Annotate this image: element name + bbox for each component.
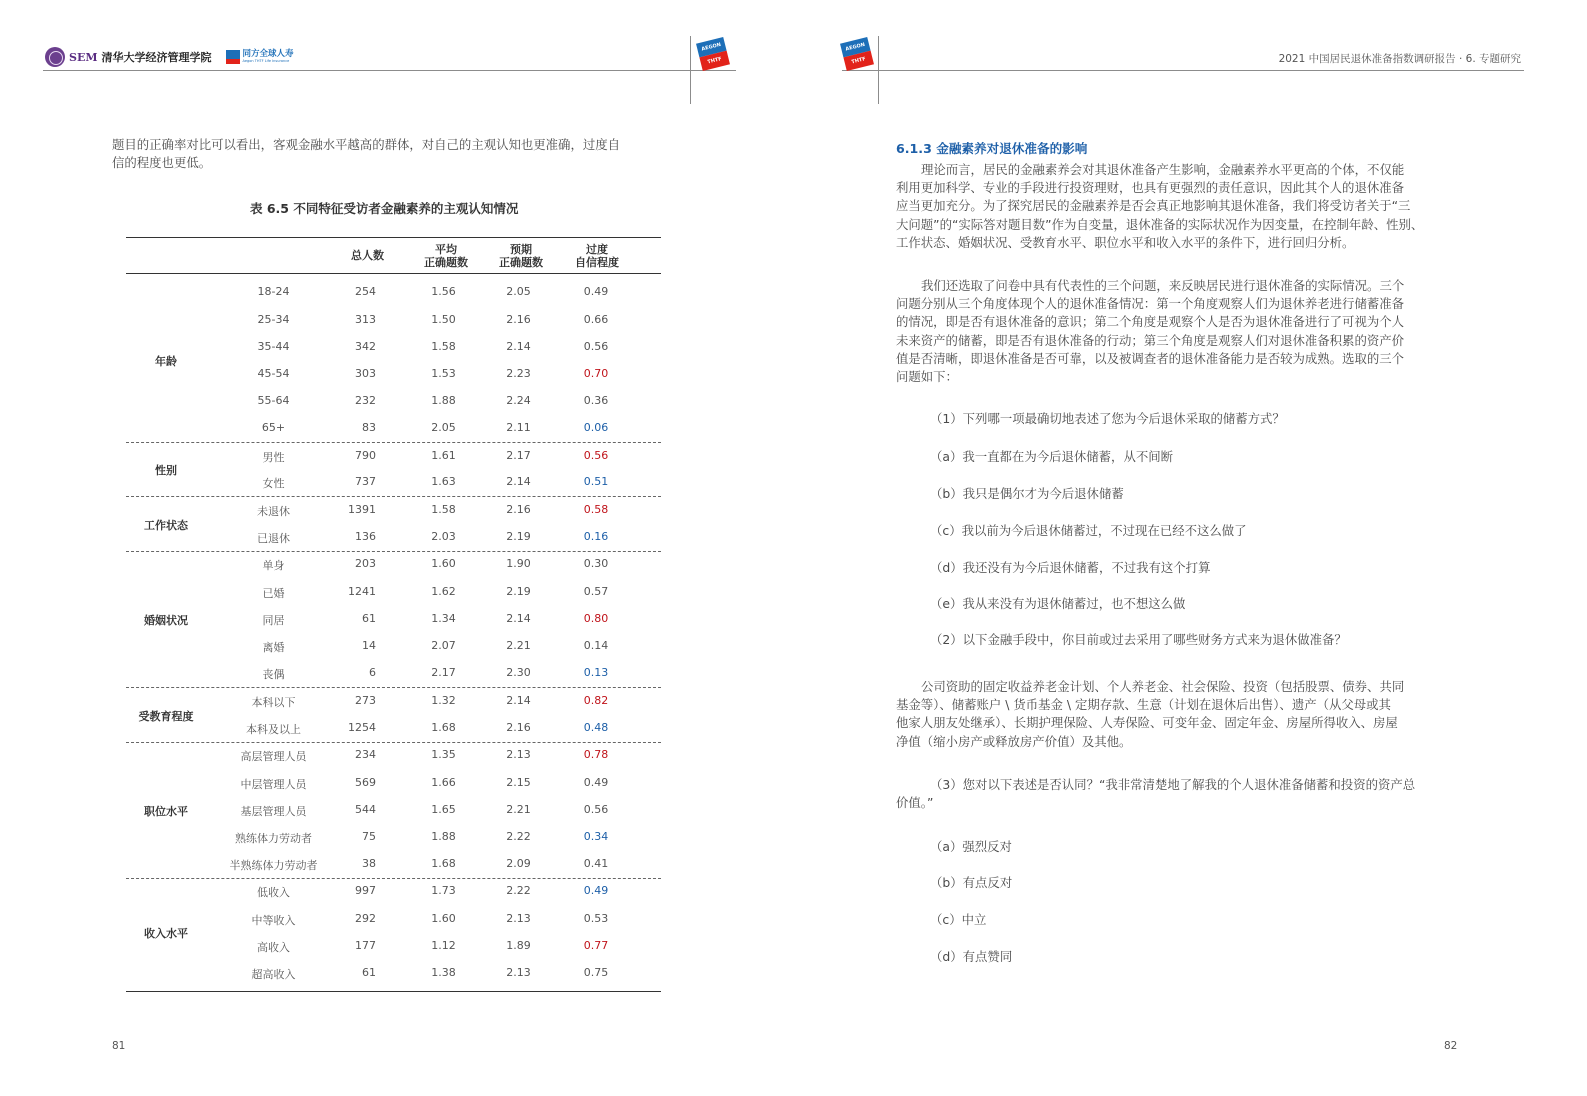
cell-expected: 2.16 bbox=[506, 721, 531, 734]
cell-expected: 2.05 bbox=[506, 285, 531, 298]
table-row bbox=[126, 612, 661, 626]
cell-overconfidence: 0.49 bbox=[583, 776, 609, 789]
table-row bbox=[126, 530, 661, 544]
cell-expected: 2.16 bbox=[506, 313, 531, 326]
cell-overconfidence: 0.49 bbox=[583, 884, 609, 897]
group-divider bbox=[126, 496, 661, 497]
paragraph-theory bbox=[896, 161, 1423, 252]
table-row bbox=[126, 912, 661, 926]
table-title: 表 6.5 不同特征受访者金融素养的主观认知情况 bbox=[250, 201, 519, 216]
cell-expected: 1.90 bbox=[506, 557, 531, 570]
cell-total: 61 bbox=[362, 966, 376, 979]
cell-expected: 2.22 bbox=[506, 830, 531, 843]
table-row bbox=[126, 475, 661, 489]
cell-total: 38 bbox=[362, 857, 376, 870]
table-row bbox=[126, 694, 661, 708]
col-header-avg: 平均 正确题数 bbox=[424, 243, 468, 269]
paragraph-line: 问题分别从三个角度体现个人的退休准备情况：第一个角度观察人们为退休养老进行储蓄准备 bbox=[896, 296, 1405, 312]
cell-avg: 1.73 bbox=[431, 884, 456, 897]
cell-total: 544 bbox=[355, 803, 376, 816]
row-label: 单身 bbox=[262, 559, 285, 572]
row-label: 18-24 bbox=[257, 285, 290, 298]
row-label: 中层管理人员 bbox=[240, 778, 307, 791]
cell-overconfidence: 0.06 bbox=[583, 421, 609, 434]
group-label: 工作状态 bbox=[144, 518, 188, 532]
cell-avg: 1.12 bbox=[431, 939, 456, 952]
row-label: 25-34 bbox=[257, 313, 290, 326]
cell-overconfidence: 0.70 bbox=[583, 367, 609, 380]
row-label: 男性 bbox=[262, 451, 285, 464]
cell-total: 6 bbox=[369, 666, 376, 679]
row-label: 高层管理人员 bbox=[240, 750, 307, 763]
section-title: 6.1.3 金融素养对退休准备的影响 bbox=[896, 141, 1088, 156]
col-header-expected: 预期 正确题数 bbox=[499, 243, 543, 269]
cell-total: 303 bbox=[355, 367, 376, 380]
cell-expected: 2.15 bbox=[506, 776, 531, 789]
cell-overconfidence: 0.16 bbox=[583, 530, 609, 543]
option-item: （e）我从来没有为退休储蓄过，也不想这么做 bbox=[930, 596, 1186, 611]
paragraph-line: 应当更加充分。为了探究居民的金融素养是否会真正地影响其退休准备，我们将受访者关于“三 bbox=[896, 198, 1411, 214]
table-row bbox=[126, 285, 661, 299]
question-3: （3）您对以下表述是否认同？“我非常清楚地了解我的个人退休准备储蓄和投资的资产总 价值。” bbox=[896, 777, 1416, 811]
paragraph-line: 工作状态、婚姻状况、受教育水平、职位水平和收入水平的条件下，进行回归分析。 bbox=[896, 234, 1355, 250]
row-label: 本科及以上 bbox=[246, 723, 301, 736]
cell-expected: 2.30 bbox=[506, 666, 531, 679]
aegon-badge-left: AEGON THTF bbox=[696, 37, 730, 71]
cell-avg: 2.03 bbox=[431, 530, 456, 543]
cell-total: 1254 bbox=[348, 721, 376, 734]
row-label: 未退休 bbox=[257, 505, 290, 518]
cell-total: 790 bbox=[355, 449, 376, 462]
table-row bbox=[126, 585, 661, 599]
partner-cn-name: 同方全球人寿 bbox=[242, 49, 294, 59]
table-row bbox=[126, 748, 661, 762]
cell-total: 234 bbox=[355, 748, 376, 761]
table-row bbox=[126, 449, 661, 463]
cell-overconfidence: 0.53 bbox=[583, 912, 609, 925]
question-2: （2）以下金融手段中，你目前或过去采用了哪些财务方式来为退休做准备？ bbox=[930, 632, 1347, 647]
row-label: 35-44 bbox=[257, 340, 290, 353]
table-row bbox=[126, 421, 661, 435]
table-bottom-rule bbox=[126, 991, 661, 992]
cell-avg: 1.50 bbox=[431, 313, 456, 326]
row-label: 55-64 bbox=[257, 394, 290, 407]
cell-overconfidence: 0.66 bbox=[583, 313, 609, 326]
option-item: （a）强烈反对 bbox=[930, 839, 1012, 854]
option-item: （b）有点反对 bbox=[930, 875, 1013, 890]
table-row bbox=[126, 313, 661, 327]
group-label: 婚姻状况 bbox=[144, 613, 188, 627]
table-row bbox=[126, 721, 661, 735]
aegon-thtf-logo bbox=[226, 50, 294, 64]
table-row bbox=[126, 830, 661, 844]
left-header-rule bbox=[43, 70, 736, 71]
cell-expected: 2.24 bbox=[506, 394, 531, 407]
cell-total: 61 bbox=[362, 612, 376, 625]
row-label: 中等收入 bbox=[251, 914, 296, 927]
cell-total: 569 bbox=[355, 776, 376, 789]
cell-expected: 2.14 bbox=[506, 694, 531, 707]
table-top-rule bbox=[126, 237, 661, 238]
paragraph-line: 基金等）、储蓄账户 \ 货币基金 \ 定期存款、生意（计划在退休后出售）、遗产（从父母或其 bbox=[896, 697, 1391, 713]
cell-expected: 2.16 bbox=[506, 503, 531, 516]
paragraph-line: 净值（缩小房产或释放房产价值）及其他。 bbox=[896, 733, 1132, 749]
cell-expected: 2.13 bbox=[506, 912, 531, 925]
cell-overconfidence: 0.56 bbox=[583, 340, 609, 353]
cell-avg: 1.61 bbox=[431, 449, 456, 462]
aegon-badge-right: AEGON THTF bbox=[840, 37, 874, 71]
cell-overconfidence: 0.82 bbox=[583, 694, 609, 707]
cell-expected: 2.13 bbox=[506, 748, 531, 761]
table-row bbox=[126, 939, 661, 953]
cell-total: 232 bbox=[355, 394, 376, 407]
page-number-right: 82 bbox=[1444, 1040, 1458, 1052]
cell-overconfidence: 0.78 bbox=[583, 748, 609, 761]
table-row bbox=[126, 857, 661, 871]
cell-avg: 1.88 bbox=[431, 830, 456, 843]
table-row bbox=[126, 884, 661, 898]
table-row bbox=[126, 394, 661, 408]
option-item: （b）我只是偶尔才为今后退休储蓄 bbox=[930, 486, 1124, 501]
cell-overconfidence: 0.57 bbox=[583, 585, 609, 598]
intro-paragraph: 题目的正确率对比可以看出，客观金融水平越高的群体，对自己的主观认知也更准确，过度自 信的程度也更低。 bbox=[112, 137, 621, 171]
report-header-title: 2021 中国居民退休准备指数调研报告 · 6. 专题研究 bbox=[1278, 53, 1521, 65]
option-item: （c）中立 bbox=[930, 912, 987, 927]
paragraph-line: 值是否清晰，即退休准备是否可靠，以及被调查者的退休准备能力是否较为成熟。选取的三个 bbox=[896, 350, 1405, 366]
cell-avg: 1.60 bbox=[431, 912, 456, 925]
paragraph-line: 的情况，即是否有退休准备的意识；第二个角度是观察个人是否为退休准备进行了可视为个人 bbox=[896, 314, 1405, 330]
cell-avg: 1.58 bbox=[431, 503, 456, 516]
cell-total: 737 bbox=[355, 475, 376, 488]
table-row bbox=[126, 666, 661, 680]
cell-overconfidence: 0.34 bbox=[583, 830, 609, 843]
cell-overconfidence: 0.58 bbox=[583, 503, 609, 516]
cell-avg: 1.53 bbox=[431, 367, 456, 380]
row-label: 本科以下 bbox=[251, 696, 296, 709]
row-label: 丧偶 bbox=[262, 668, 285, 681]
cell-total: 292 bbox=[355, 912, 376, 925]
cell-total: 203 bbox=[355, 557, 376, 570]
cell-avg: 1.58 bbox=[431, 340, 456, 353]
cell-expected: 2.11 bbox=[506, 421, 531, 434]
cell-total: 254 bbox=[355, 285, 376, 298]
cell-total: 342 bbox=[355, 340, 376, 353]
cell-expected: 2.21 bbox=[506, 639, 531, 652]
cell-expected: 2.13 bbox=[506, 966, 531, 979]
table-row bbox=[126, 776, 661, 790]
cell-expected: 2.17 bbox=[506, 449, 531, 462]
paragraph-line: 他家人朋友处继承）、长期护理保险、人寿保险、可变年金、固定年金、房屋所得收入、房屋 bbox=[896, 715, 1398, 731]
group-label: 职位水平 bbox=[144, 804, 188, 818]
group-label: 收入水平 bbox=[144, 927, 188, 940]
partner-en-name: Aegon THTF Life Insurance bbox=[242, 59, 290, 63]
tsinghua-seal-icon bbox=[45, 47, 65, 67]
cell-avg: 1.34 bbox=[431, 612, 456, 625]
row-label: 高收入 bbox=[257, 941, 290, 954]
table-row bbox=[126, 340, 661, 354]
sem-brand: SEM bbox=[69, 50, 98, 64]
cell-avg: 1.66 bbox=[431, 776, 456, 789]
cell-total: 75 bbox=[362, 830, 376, 843]
row-label: 同居 bbox=[262, 614, 285, 627]
paragraph-financial-means bbox=[896, 678, 1404, 751]
cell-avg: 1.88 bbox=[431, 394, 456, 407]
row-label: 离婚 bbox=[262, 641, 285, 654]
cell-total: 14 bbox=[362, 639, 376, 652]
table-row bbox=[126, 367, 661, 381]
sem-cn-name: 清华大学经济管理学院 bbox=[101, 51, 212, 64]
cell-avg: 1.60 bbox=[431, 557, 456, 570]
table-row bbox=[126, 803, 661, 817]
cell-overconfidence: 0.77 bbox=[583, 939, 609, 952]
table-row bbox=[126, 503, 661, 517]
cell-overconfidence: 0.75 bbox=[583, 966, 609, 979]
cell-expected: 2.22 bbox=[506, 884, 531, 897]
cell-expected: 2.23 bbox=[506, 367, 531, 380]
row-label: 熟练体力劳动者 bbox=[235, 832, 312, 845]
option-item: （c）我以前为今后退休储蓄过，不过现在已经不这么做了 bbox=[930, 523, 1247, 538]
group-divider bbox=[126, 878, 661, 879]
paragraph-line: 未来资产的储蓄，即是否有退休准备的行动；第三个角度是观察人们对退休准备积累的资产价 bbox=[896, 332, 1405, 348]
cell-expected: 2.14 bbox=[506, 612, 531, 625]
cell-avg: 1.56 bbox=[431, 285, 456, 298]
cell-expected: 2.14 bbox=[506, 475, 531, 488]
cell-total: 313 bbox=[355, 313, 376, 326]
left-header-divider bbox=[690, 36, 691, 104]
cell-avg: 1.63 bbox=[431, 475, 456, 488]
cell-avg: 2.05 bbox=[431, 421, 456, 434]
cell-overconfidence: 0.41 bbox=[583, 857, 609, 870]
question-1: （1）下列哪一项最确切地表述了您为今后退休采取的储蓄方式？ bbox=[930, 411, 1285, 426]
sem-logo bbox=[45, 47, 294, 67]
cell-overconfidence: 0.36 bbox=[583, 394, 609, 407]
cell-total: 177 bbox=[355, 939, 376, 952]
paragraph-line: 问题如下： bbox=[896, 369, 958, 385]
paragraph-line: 公司资助的固定收益养老金计划、个人养老金、社会保险、投资（包括股票、债券、共同 bbox=[921, 679, 1405, 694]
cell-avg: 1.62 bbox=[431, 585, 456, 598]
group-divider bbox=[126, 687, 661, 688]
cell-expected: 2.19 bbox=[506, 585, 531, 598]
cell-expected: 2.21 bbox=[506, 803, 531, 816]
group-divider bbox=[126, 742, 661, 743]
option-item: （d）我还没有为今后退休储蓄，不过我有这个打算 bbox=[930, 560, 1211, 575]
cell-overconfidence: 0.13 bbox=[583, 666, 609, 679]
table-row bbox=[126, 557, 661, 571]
cell-expected: 2.14 bbox=[506, 340, 531, 353]
group-label: 年龄 bbox=[155, 355, 177, 368]
cell-total: 83 bbox=[362, 421, 376, 434]
cell-overconfidence: 0.49 bbox=[583, 285, 609, 298]
paragraph-line: 大问题”的“实际答对题目数”作为自变量，退休准备的实际状况作为因变量，在控制年龄、性别、 bbox=[896, 216, 1424, 232]
group-divider bbox=[126, 551, 661, 552]
cell-expected: 2.09 bbox=[506, 857, 531, 870]
paragraph-line: 我们还选取了问卷中具有代表性的三个问题，来反映居民进行退休准备的实际情况。三个 bbox=[921, 278, 1405, 293]
row-label: 已婚 bbox=[262, 587, 285, 600]
table-row bbox=[126, 639, 661, 653]
paragraph-line: 理论而言，居民的金融素养会对其退休准备产生影响，金融素养水平更高的个体，不仅能 bbox=[921, 162, 1405, 177]
row-label: 低收入 bbox=[257, 886, 290, 899]
option-item: （a）我一直都在为今后退休储蓄，从不间断 bbox=[930, 449, 1174, 464]
cell-avg: 1.32 bbox=[431, 694, 456, 707]
right-header-rule bbox=[842, 70, 1524, 71]
cell-total: 1391 bbox=[348, 503, 376, 516]
table-header-rule bbox=[126, 273, 661, 274]
col-header-total: 总人数 bbox=[351, 249, 384, 262]
cell-avg: 1.38 bbox=[431, 966, 456, 979]
cell-avg: 1.68 bbox=[431, 857, 456, 870]
cell-overconfidence: 0.56 bbox=[583, 803, 609, 816]
cell-expected: 1.89 bbox=[506, 939, 531, 952]
cell-total: 273 bbox=[355, 694, 376, 707]
table-row bbox=[126, 966, 661, 980]
row-label: 基层管理人员 bbox=[240, 805, 307, 818]
cell-avg: 1.65 bbox=[431, 803, 456, 816]
row-label: 女性 bbox=[262, 477, 285, 490]
row-label: 65+ bbox=[261, 421, 286, 434]
cell-total: 1241 bbox=[348, 585, 376, 598]
cell-overconfidence: 0.56 bbox=[583, 449, 609, 462]
cell-avg: 2.17 bbox=[431, 666, 456, 679]
group-divider bbox=[126, 442, 661, 443]
right-header-divider bbox=[878, 36, 879, 104]
cell-overconfidence: 0.48 bbox=[583, 721, 609, 734]
col-header-overconfidence: 过度 自信程度 bbox=[575, 243, 619, 269]
group-label: 受教育程度 bbox=[138, 709, 194, 723]
page-number-left: 81 bbox=[112, 1040, 126, 1052]
row-label: 超高收入 bbox=[251, 968, 296, 981]
paragraph-line: 利用更加科学、专业的手段进行投资理财，也具有更强烈的责任意识，因此其个人的退休准备 bbox=[896, 180, 1405, 196]
aegon-thtf-mark-icon bbox=[226, 50, 240, 64]
cell-total: 136 bbox=[355, 530, 376, 543]
paragraph-questions-intro bbox=[896, 277, 1404, 386]
cell-overconfidence: 0.30 bbox=[583, 557, 609, 570]
cell-overconfidence: 0.51 bbox=[583, 475, 609, 488]
row-label: 半熟练体力劳动者 bbox=[229, 859, 318, 872]
option-item: （d）有点赞同 bbox=[930, 949, 1013, 964]
cell-avg: 1.68 bbox=[431, 721, 456, 734]
cell-avg: 2.07 bbox=[431, 639, 456, 652]
row-label: 已退休 bbox=[257, 532, 290, 545]
row-label: 45-54 bbox=[257, 367, 290, 380]
cell-avg: 1.35 bbox=[431, 748, 456, 761]
group-label: 性别 bbox=[155, 464, 177, 477]
cell-total: 997 bbox=[355, 884, 376, 897]
cell-overconfidence: 0.80 bbox=[583, 612, 609, 625]
cell-overconfidence: 0.14 bbox=[583, 639, 609, 652]
cell-expected: 2.19 bbox=[506, 530, 531, 543]
